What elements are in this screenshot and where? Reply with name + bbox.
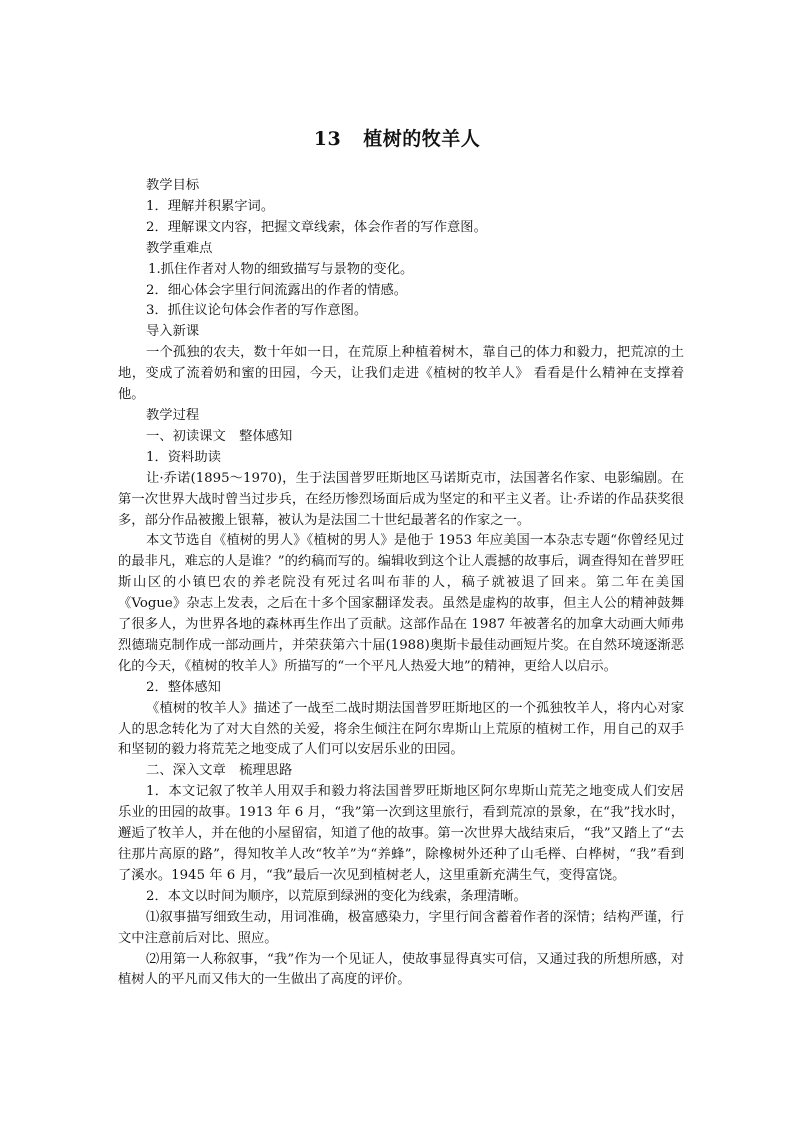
document-title bbox=[0, 124, 794, 151]
key-point-item: 3．抓住议论句体会作者的写作意图。 bbox=[146, 303, 368, 319]
objective-item: 2．理解课文内容，把握文章线索，体会作者的写作意图。 bbox=[146, 219, 487, 235]
title-text: 植树的牧羊人 bbox=[363, 128, 481, 150]
key-point-item: 1.抓住作者对人物的细致描写与景物的变化。 bbox=[148, 261, 414, 277]
body-paragraph: 本文节选自《植树的男人》《植树的男人》是他于 1953 年应美国一本杂志专题“你曾经见过的最非凡，难忘的人是谁？”的约稿而写的。编辑收到这个让人震撼的故事后，调查得知在普罗旺斯山区的小镇巴农的养老院没有死过名叫布菲的人，稿子就被退了回来。第二年在美国《Vogue》杂志上发表，之后在十多个国家翻译发表。虽然是虚构的故事，但主人公的精神鼓舞了很多人，为世界各地的森林再生作出了贡献。这部作品在 1987 年被著名的加拿大动画大师弗烈德瑞克制作成一部动画片，并荣获第六十届(1988)奥斯卡最佳动画短片奖。在自然环境逐渐恶化的今天，《植树的牧羊人》所描写的“一个平凡人热爱大地”的精神，更给人以启示。 bbox=[118, 533, 684, 674]
body-paragraph: ⑵用第一人称叙事，“我”作为一个见证人，使故事显得真实可信，又通过我的所想所感，对植树人的平凡而又伟大的一生做出了高度的评价。 bbox=[118, 951, 684, 988]
body-paragraph: 让·乔诺(1895～1970)，生于法国普罗旺斯地区马诺斯克市，法国著名作家、电影编剧。在第一次世界大战时曾当过步兵，在经历惨烈场面后成为坚定的和平主义者。让·乔诺的作品获奖很多，部分作品被搬上银幕，被认为是法国二十世纪最著名的作家之一。 bbox=[118, 470, 684, 528]
body-paragraph: ⑴叙事描写细致生动，用词准确，极富感染力，字里行间含蓄着作者的深情；结构严谨，行文中注意前后对比、照应。 bbox=[118, 909, 684, 946]
body-paragraph: 一个孤独的农夫，数十年如一日，在荒原上种植着树木，靠自己的体力和毅力，把荒凉的土地，变成了流着奶和蜜的田园，今天，让我们走进《植树的牧羊人》 看看是什么精神在支撑着他。 bbox=[118, 345, 684, 403]
section-heading-process: 教学过程 bbox=[146, 407, 200, 423]
document-body bbox=[118, 176, 684, 991]
section-heading-objectives: 教学目标 bbox=[146, 178, 200, 193]
objective-item: 1．理解并积累字词。 bbox=[146, 198, 275, 214]
section-heading-intro: 导入新课 bbox=[146, 324, 200, 340]
subsection-heading: 2．整体感知 bbox=[146, 679, 221, 695]
key-point-item: 2．细心体会字里行间流露出的作者的情感。 bbox=[146, 282, 408, 298]
body-paragraph: 《植树的牧羊人》描述了一战至二战时期法国普罗旺斯地区的一个孤独牧羊人，将内心对家人的思念转化为了对大自然的关爱，将余生倾注在阿尔卑斯山上荒原的植树工作，用自己的双手和坚韧的毅力将荒芜之地变成了人们可以安居乐业的田园。 bbox=[118, 700, 684, 758]
section-heading-key-points: 教学重难点 bbox=[146, 240, 213, 256]
body-paragraph: 2．本文以时间为顺序，以荒原到绿洲的变化为线索，条理清晰。 bbox=[146, 888, 527, 904]
body-paragraph: 1．本文记叙了牧羊人用双手和毅力将法国普罗旺斯地区阿尔卑斯山荒芜之地变成人们安居乐业的田园的故事。1913 年 6 月，“我”第一次到这里旅行，看到荒凉的景象，在“我”找水时，邂逅了牧羊人，并在他的小屋留宿，知道了他的故事。第一次世界大战结束后，“我”又踏上了“去往那片高原的路”，得知牧羊人改“牧羊”为“养蜂”，除橡树外还种了山毛榉、白桦树，“我”看到了溪水。1945 年 6 月，“我”最后一次见到植树老人，这里重新充满生气，变得富饶。 bbox=[118, 784, 684, 883]
subsection-heading: 一、初读课文 整体感知 bbox=[146, 428, 293, 444]
subsection-heading: 二、深入文章 梳理思路 bbox=[146, 763, 293, 779]
subsection-heading: 1．资料助读 bbox=[146, 449, 221, 465]
title-number: 13 bbox=[313, 128, 342, 150]
